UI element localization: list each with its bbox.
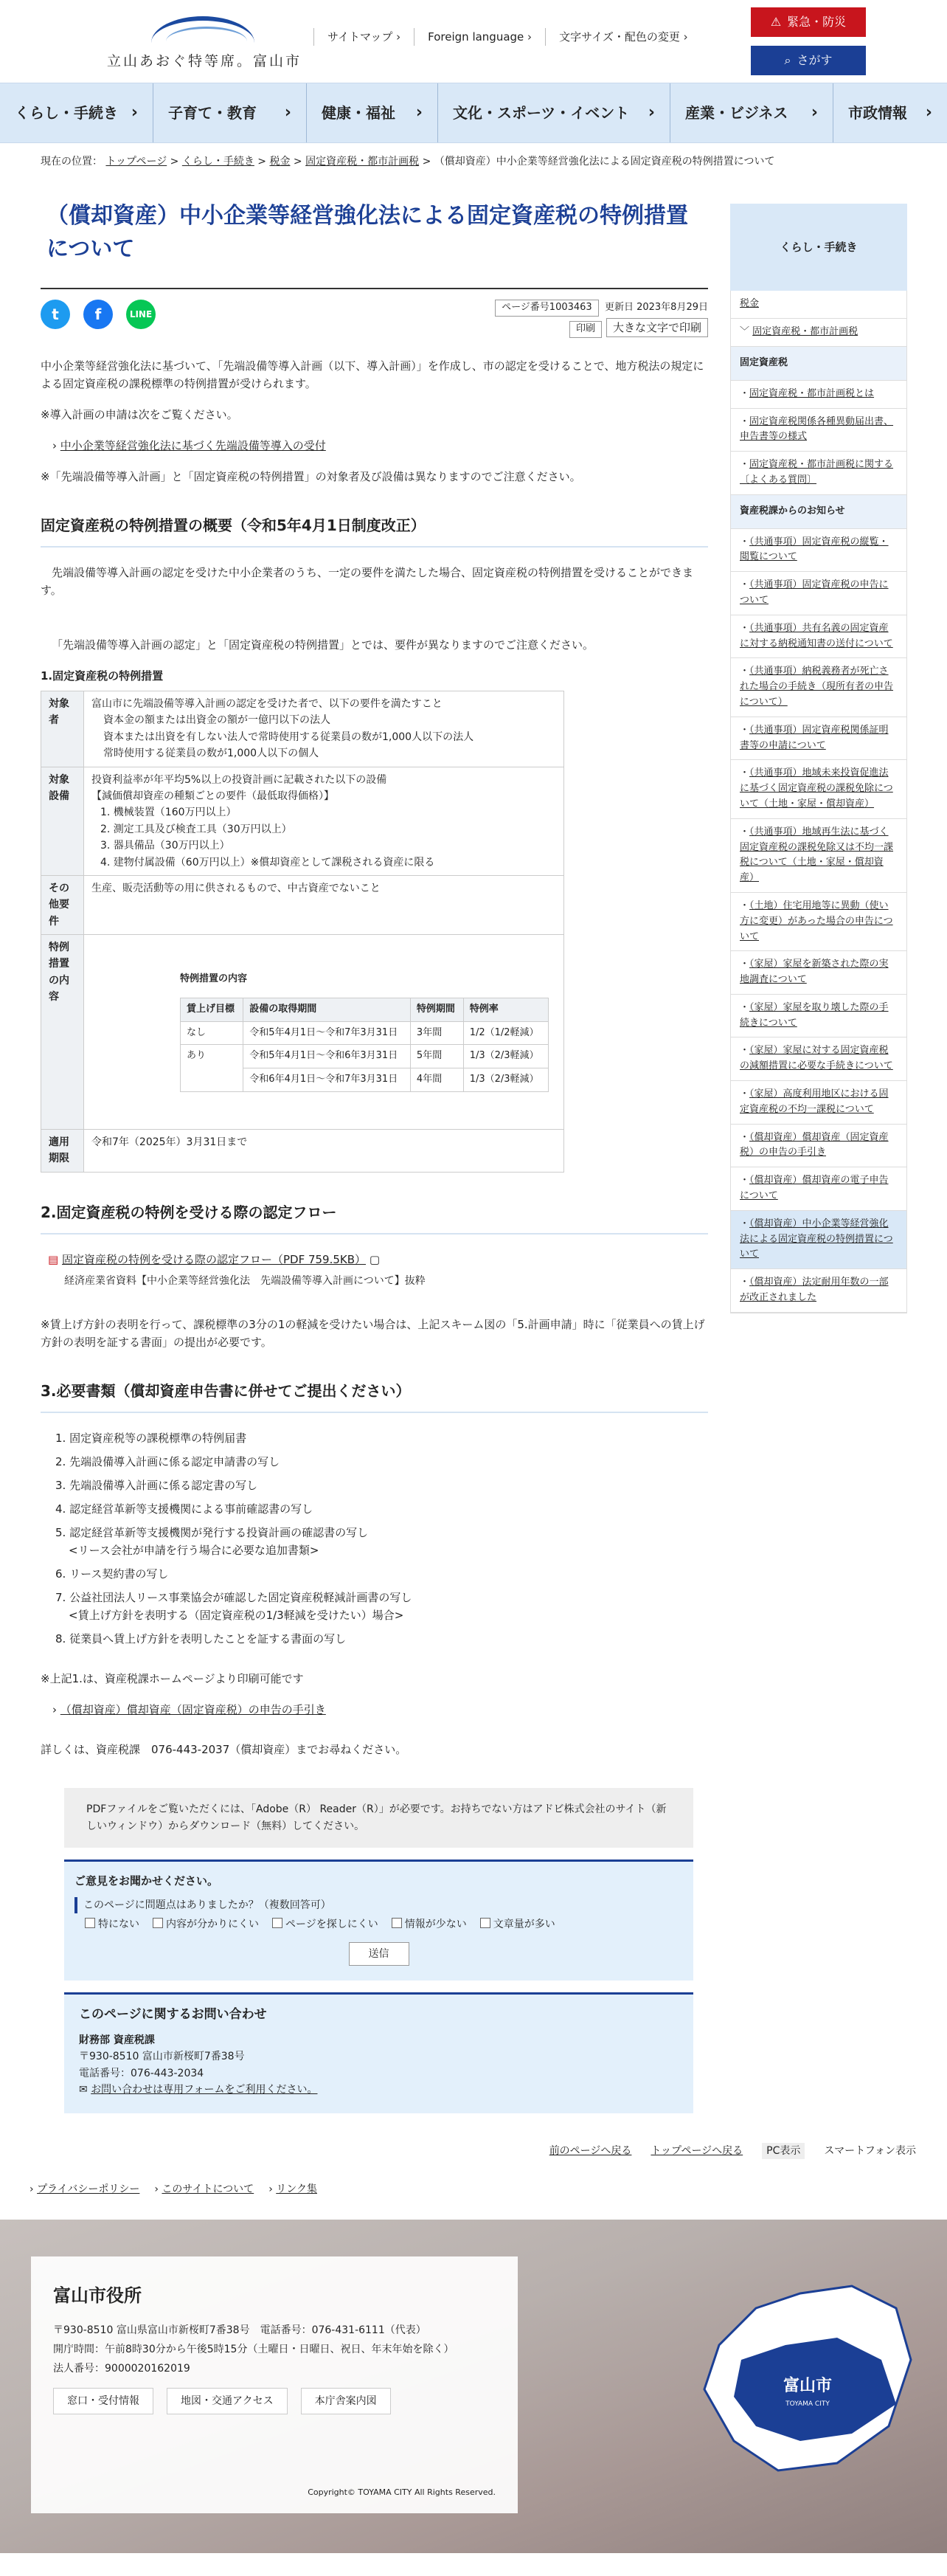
opt-little[interactable]: 情報が少ない	[392, 1916, 467, 1933]
breadcrumb: 現在の位置： トップページ > くらし・手続き > 税金 > 固定資産税・都市計画税 > （償却資産）中小企業等経営強化法による固定資産税の特例措置について	[41, 156, 775, 168]
page-title: （償却資産）中小企業等経営強化法による固定資産税の特例措置について	[41, 180, 708, 289]
search-button[interactable]: ⌕ さがす	[751, 46, 866, 75]
sns-share	[41, 300, 156, 338]
overview-note: 「先端設備等導入計画の認定」と「固定資産税の特例措置」とでは、要件が異なりますのでご注意ください。	[52, 638, 594, 652]
breadcrumb-current: （償却資産）中小企業等経営強化法による固定資産税の特例措置について	[434, 156, 775, 168]
counter-info-button[interactable]: 窓口・受付情報	[53, 2388, 153, 2414]
foreign-language-link[interactable]: Foreign language ›	[414, 28, 545, 46]
sidebar-tax[interactable]: 税金	[731, 291, 906, 319]
search-icon: ⌕	[784, 53, 791, 68]
site-footer: 富山市役所 〒930-8510 富山県富山市新桜町7番38号 電話番号：076-431-6111（代表） 開庁時間：午前8時30分から午後5時15分（土曜日・日曜日、祝日、年末年始を除く） 法人番号：9000020162019 窓口・受付情報 地図・交通アクセス 本庁舎案内図 Copyright© TOYAMA CITY All Rights Reserved. 富山市 TOYAMA CITY	[0, 2220, 947, 2553]
breadcrumb-top[interactable]: トップページ	[105, 156, 167, 168]
contact-form-link[interactable]: お問い合わせは専用フォームをご利用ください。	[91, 2084, 318, 2096]
about-link[interactable]: このサイトについて	[162, 2183, 254, 2195]
mail-icon: ✉	[79, 2084, 88, 2096]
sp-view[interactable]: スマートフォン表示	[824, 2144, 916, 2157]
facebook-icon[interactable]: f	[83, 300, 113, 329]
toyama-map-icon	[690, 2264, 918, 2485]
tokurei-table: 対象者 富山市に先端設備等導入計画の認定を受けた者で、以下の要件を満たすこと 資本金の額または出資金の額が一億円以下の法人 資本または出資を有しない法人で常時使用する従業員の数が1,000人以下の法人 常時使用する従業員の数が1,000人以下の個人 対象設備 投資利益率が年平均5%以上の投資計画に記載された以下の設備 【減価償却資産の種類ごとの要件（最低取得価格）】 1. 機械装置（160万円以上） 2. 測定工具及び検査工具（30万円以上） 3. 器具備品（30万円以上） 4. 建物付属設備（60万円以上）※償却資産として課税される資産に限る その他要件 生産、販売活動等の用に供されるもので、中古資産でないこと 特例措置の内容 特例措置の内容 賃上げ目標 設備の取得期間 特例期間 特例率 なし 令和5年4月1日～令和7年3月31日 3年間 1/2（1/2軽減） あり 令和5年4月1日～令和6年3月31日 5年間 1/3（2/3軽減） 令和6年4月1日～令和7年3月31日 4年間 1/3（2/3軽減） 適用期限 令和7年（2025年）3月31日まで	[41, 691, 564, 1173]
opt-none[interactable]: 特にない	[85, 1916, 139, 1933]
site-header	[0, 0, 947, 83]
floor-guide-button[interactable]: 本庁舎案内図	[301, 2388, 391, 2414]
nav-kosodate[interactable]: 子育て・教育 ›	[153, 83, 307, 142]
opt-hard[interactable]: 内容が分かりにくい	[153, 1916, 259, 1933]
section-heading-docs: 3.必要書類（償却資産申告書に併せてご提出ください）	[41, 1379, 708, 1413]
large-print-button[interactable]: 大きな文字で印刷	[606, 318, 708, 337]
line-icon[interactable]: LINE	[126, 300, 156, 329]
updated-date: 更新日 2023年8月29日	[604, 302, 708, 314]
nav-kenko[interactable]: 健康・福祉 ›	[307, 83, 438, 142]
new-window-icon: ▢	[369, 1252, 381, 1266]
pdf-link[interactable]: 固定資産税の特例を受ける際の認定フロー（PDF 759.5KB）	[61, 1252, 367, 1266]
inquiry-text: 詳しくは、資産税課 076-443-2037（償却資産）までお尋ねください。	[41, 1743, 407, 1757]
docs-list: 1. 固定資産税等の課税標準の特例届書 2. 先端設備導入計画に係る認定申請書の写し 3. 先端設備導入計画に係る認定書の写し 4. 認定経営革新等支援機関による事前確認書の写し 5. 認定経営革新等支援機関が発行する投資計画の確認書の写し <リース会社が申請を行う場合に必要な追加書類> 6. リース契約書の写し 7. 公益社団法人リース事業協会が確認した固定資産税軽減計画書の写し <賃上げ方針を表明する（固定資産税の1/3軽減を受けたい）場合> 8. 従業員へ賃上げ方針を表明したことを証する書面の写し	[55, 1432, 412, 1646]
intro-note2: ※「先端設備等導入計画」と「固定資産税の特例措置」の対象者及び設備は異なりますのでご注意ください。	[41, 469, 581, 483]
site-logo[interactable]	[107, 16, 328, 75]
logo-text: 立山あおぐ特等席。富山市	[107, 53, 302, 69]
sidebar-header[interactable]: くらし・手続き	[730, 204, 907, 291]
page-bottom-nav	[0, 2113, 947, 2159]
pdf-note: 経済産業省資料【中小企業等経営強化法 先端設備等導入計画について】抜粋	[64, 1274, 426, 1287]
breadcrumb-kotei[interactable]: 固定資産税・都市計画税	[305, 156, 420, 168]
main-content	[41, 180, 708, 2113]
docs-note: ※上記1.は、資産税課ホームページより印刷可能です	[41, 1672, 304, 1686]
links-link[interactable]: リンク集	[276, 2183, 317, 2195]
emergency-button[interactable]: ⚠ 緊急・防災	[751, 7, 866, 37]
intro-note: ※導入計画の申請は次をご覧ください。	[41, 407, 238, 421]
back-link[interactable]: 前のページへ戻る	[549, 2144, 632, 2157]
opt-much[interactable]: 文章量が多い	[480, 1916, 555, 1933]
tokurei-inner-table: 賃上げ目標 設備の取得期間 特例期間 特例率 なし 令和5年4月1日～令和7年3月31日 3年間 1/2（1/2軽減） あり 令和5年4月1日～令和6年3月31日 5年間 1/3（2/3軽減） 令和6年4月1日～令和7年3月31日 4年間 1/3（2/3軽減）	[180, 998, 549, 1092]
utility-links	[313, 28, 701, 46]
global-nav	[0, 83, 947, 143]
intro-text: 中小企業等経営強化法に基づいて、「先端設備等導入計画（以下、導入計画）」を作成し、市の認定を受けることで、地方税法の規定による固定資産税の課税標準の特例措置が受けられます。	[41, 359, 704, 390]
privacy-link[interactable]: プライバシーポリシー	[37, 2183, 140, 2195]
section-heading-flow: 2.固定資産税の特例を受ける際の認定フロー	[41, 1201, 708, 1235]
top-link[interactable]: トップページへ戻る	[651, 2144, 743, 2157]
intro-link[interactable]: 中小企業等経営強化法に基づく先端設備等導入の受付	[60, 438, 326, 452]
svg-text:TOYAMA CITY: TOYAMA CITY	[785, 2400, 830, 2408]
overview-text: 先端設備等導入計画の認定を受けた中小企業者のうち、一定の要件を満たした場合、固定資産税の特例措置を受けることができます。	[41, 565, 694, 597]
warning-icon: ⚠	[770, 15, 782, 30]
nav-kurashi[interactable]: くらし・手続き ›	[0, 83, 153, 142]
opt-find[interactable]: ページを探しにくい	[272, 1916, 378, 1933]
table-heading: 1.固定資産税の特例措置	[41, 669, 164, 683]
send-button[interactable]: 送信	[349, 1942, 409, 1966]
opinion-form: ご意見をお聞かせください。 このページに問題点はありましたか？（複数回答可） 特にない 内容が分かりにくい ページを探しにくい 情報が少ない 文章量が多い 送信	[64, 1860, 693, 1981]
flow-note: ※賃上げ方針の表明を行って、課税標準の3分の1の軽減を受けたい場合は、上記スキーム図の「5.計画申請」時に「従業員への賃上げ方針の表明を証する書面」の提出が必要です。	[41, 1318, 705, 1350]
nav-sangyo[interactable]: 産業・ビジネス ›	[670, 83, 833, 142]
nav-shisei[interactable]: 市政情報 ›	[833, 83, 947, 142]
adobe-notice: PDFファイルをご覧いただくには、「Adobe（R） Reader（R）」が必要です。お持ちでない方はアドビ株式会社のサイト（新しいウィンドウ）からダウンロード（無料）してください。	[64, 1788, 693, 1848]
section-heading-overview: 固定資産税の特例措置の概要（令和5年4月1日制度改正）	[41, 514, 708, 548]
print-button[interactable]: 印刷	[569, 321, 602, 338]
guide-link[interactable]: （償却資産）償却資産（固定資産税）の申告の手引き	[60, 1703, 326, 1717]
sitemap-link[interactable]: サイトマップ ›	[313, 28, 414, 46]
policy-links	[0, 2159, 947, 2220]
breadcrumb-zeikin[interactable]: 税金	[269, 156, 291, 168]
twitter-icon[interactable]: t	[41, 300, 70, 329]
map-access-button[interactable]: 地図・交通アクセス	[167, 2388, 288, 2414]
pc-view[interactable]: PC表示	[762, 2143, 805, 2159]
pdf-icon: ▤	[48, 1252, 59, 1266]
footer-name: 富山市役所	[53, 2285, 142, 2307]
breadcrumb-kurashi[interactable]: くらし・手続き	[181, 156, 254, 168]
nav-bunka[interactable]: 文化・スポーツ・イベント ›	[438, 83, 670, 142]
sidebar: くらし・手続き 税金 ﹀ 固定資産税・都市計画税 固定資産税 ・ 固定資産税・都市計画税とは ・ 固定資産税関係各種異動届出書、申告書等の様式 ・ 固定資産税・都市計画税に関する〔よくある質問〕 資産税課からのお知らせ ・ （共通事項）固定資産税の縦覧・閲覧について ・ （共通事項）固定資産税の申告について ・ （共通事項）共有名義の固定資産に対する納税通知書の送付について ・ （共通事項）納税義務者が死亡された場合の手続き（現所有者の申告について） ・ （共通事項）固定資産税関係証明書等の申請について ・ （共通事項）地域未来投資促進法に基づく固定資産税の課税免除について（土地・家屋・償却資産） ・ （共通事項）地域再生法に基づく固定資産税の課税免除又は不均一課税について（土地・家屋・償却資産） ・ （土地）住宅用地等に異動（使い方に変更）があった場合の申告について ・ （家屋）家屋を新築された際の実地調査について ・ （家屋）家屋を取り壊した際の手続きについて ・ （家屋）家屋に対する固定資産税の減額措置に必要な手続きについて ・ （家屋）高度利用地区における固定資産税の不均一課税について ・ （償却資産）償却資産（固定資産税）の申告の手引き ・ （償却資産）償却資産の電子申告について ・ （償却資産）中小企業等経営強化法による固定資産税の特例措置について ・ （償却資産）法定耐用年数の一部が改正されました	[730, 204, 907, 2113]
sidebar-kotei[interactable]: ﹀ 固定資産税・都市計画税	[731, 319, 906, 347]
page-number: ページ番号1003463	[495, 300, 599, 317]
contact-box: このページに関するお問い合わせ 財務部 資産税課 〒930-8510 富山市新桜町7番38号 電話番号：076-443-2034 ✉ お問い合わせは専用フォームをご利用ください。	[64, 1992, 693, 2113]
text-size-color-link[interactable]: 文字サイズ・配色の変更 ›	[545, 28, 701, 46]
svg-text:富山市: 富山市	[783, 2377, 833, 2396]
